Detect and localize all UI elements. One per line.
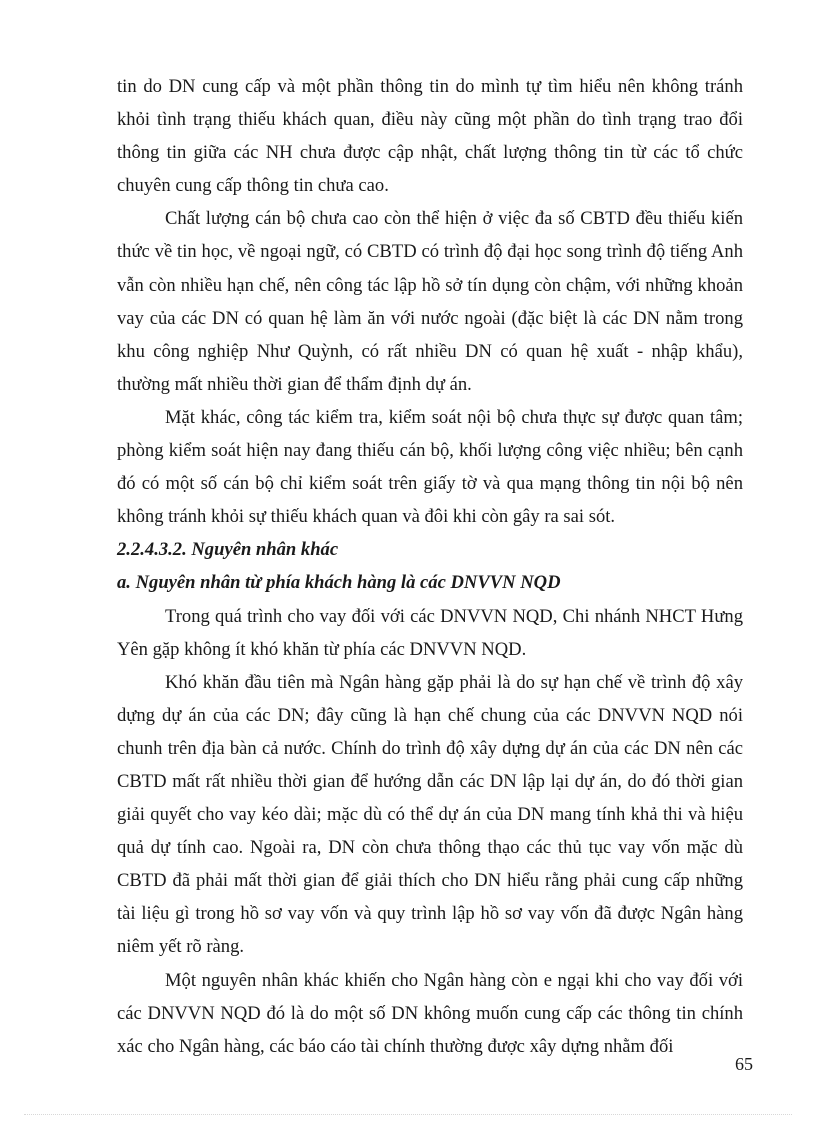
- subsection-heading: a. Nguyên nhân từ phía khách hàng là các DNVVN NQD: [117, 572, 561, 594]
- body-text: [117, 70, 743, 1063]
- paragraph-staff-quality: Chất lượng cán bộ chưa cao còn thể hiện ở việc đa số CBTD đều thiếu kiến thức về tin học, về ngoại ngữ, có CBTD có trình độ đại học song trình độ tiếng Anh vẫn còn nhiều hạn chế, nên công tác lập hồ sở tín dụng còn chậm, với những khoản vay của các DN có quan hệ làm ăn với nước ngoài (đặc biệt là các DN nằm trong khu công nghiệp Như Quỳnh, có rất nhiều DN có quan hệ xuất - nhập khẩu), thường mất nhiều thời gian để thẩm định dự án.: [117, 208, 743, 395]
- paragraph-lending-difficulties: Trong quá trình cho vay đối với các DNVVN NQD, Chi nhánh NHCT Hưng Yên gặp không ít khó khăn từ phía các DNVVN NQD.: [117, 605, 743, 660]
- footer-divider: [24, 1114, 792, 1115]
- paragraph-internal-control: Mặt khác, công tác kiểm tra, kiểm soát nội bộ chưa thực sự được quan tâm; phòng kiểm soát hiện nay đang thiếu cán bộ, khối lượng công việc nhiều; bên cạnh đó có một số cán bộ chỉ kiểm soát trên giấy tờ và qua mạng thông tin nội bộ nên không tránh khỏi sự thiếu khách quan và đôi khi còn gây ra sai sót.: [117, 406, 743, 528]
- page-number: 65: [735, 1054, 753, 1074]
- paragraph-continuation: tin do DN cung cấp và một phần thông tin do mình tự tìm hiểu nên không tránh khỏi tình trạng thiếu khách quan, điều này cũng một phần do tình trạng trao đổi thông tin giữa các NH chưa được cập nhật, chất lượng thông tin từ các tổ chức chuyên cung cấp thông tin chưa cao.: [117, 76, 743, 197]
- section-heading: 2.2.4.3.2. Nguyên nhân khác: [117, 539, 339, 561]
- paragraph-project-capability: Khó khăn đầu tiên mà Ngân hàng gặp phải là do sự hạn chế về trình độ xây dựng dự án của các DN; đây cũng là hạn chế chung của các DNVVN NQD nói chunh trên địa bàn cả nước. Chính do trình độ xây dựng dự án của các DN nên các CBTD mất rất nhiều thời gian để hướng dẫn các DN lập lại dự án, do đó thời gian giải quyết cho vay kéo dài; mặc dù có thể dự án của DN mang tính khả thi và hiệu quả dự tính cao. Ngoài ra, DN còn chưa thông thạo các thủ tục vay vốn mặc dù CBTD đã phải mất thời gian để giải thích cho DN hiểu rằng phải cung cấp những tài liệu gì trong hồ sơ vay vốn và quy trình lập hồ sơ vay vốn đã được Ngân hàng niêm yết rõ ràng.: [117, 671, 743, 958]
- paragraph-information-disclosure: Một nguyên nhân khác khiến cho Ngân hàng còn e ngại khi cho vay đối với các DNVVN NQD đó là do một số DN không muốn cung cấp các thông tin chính xác cho Ngân hàng, các báo cáo tài chính thường được xây dựng nhằm đối: [117, 969, 743, 1057]
